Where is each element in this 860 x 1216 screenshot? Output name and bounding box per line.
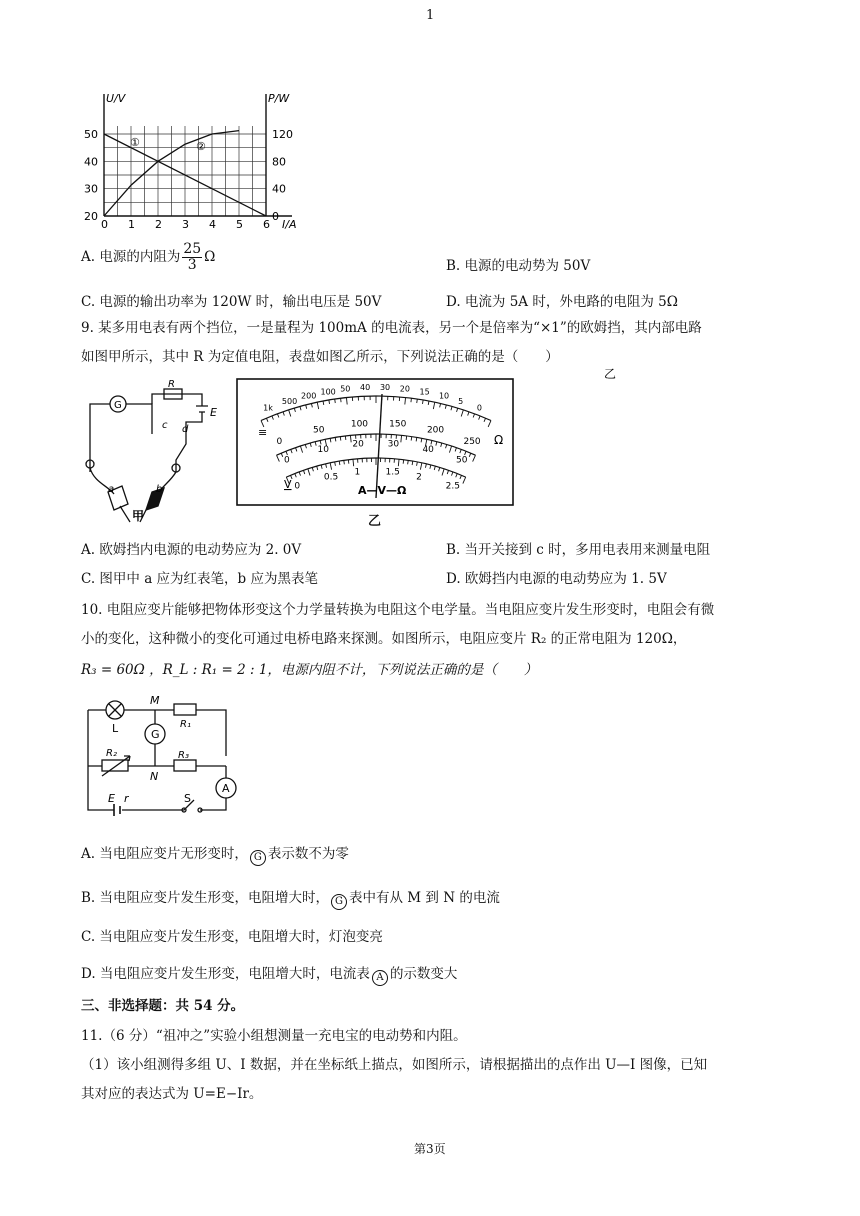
dial-tick [308, 469, 310, 476]
mid-scale-label: 50 [313, 425, 325, 436]
q9-option-d: D. 欧姆挡内电源的电动势应为 1. 5V [446, 571, 667, 587]
dial-tick [286, 451, 287, 455]
series-1-label: ① [130, 136, 140, 149]
dial-tick [350, 435, 351, 442]
fig-e-label: E [210, 406, 217, 419]
low-scale-label: 0.5 [323, 472, 339, 483]
dial-tick [353, 459, 354, 466]
dial-tick [425, 464, 426, 468]
dial-tick [339, 461, 340, 465]
y-right-tick-label: 120 [272, 128, 293, 141]
dial-tick [315, 442, 316, 446]
q10-option-b: B. 当电阻应变片发生形变，电阻增大时， G 表中有从 M 到 N 的电流 [81, 886, 500, 910]
dial-tick [488, 421, 491, 427]
ohm-scale-label: 30 [379, 383, 391, 393]
dial-tick [335, 399, 336, 403]
y-left-tick-label: 30 [84, 182, 98, 196]
galvanometer-icon: G [331, 894, 347, 910]
q10-text-line3: R₃ = 60Ω ，R_L : R₁ = 2 : 1，电源内阻不计，下列说法正确的是（ ） [81, 662, 538, 678]
mid-scale-label: 150 [389, 419, 407, 430]
mid-scale-label: 100 [350, 419, 369, 430]
dial-tick [401, 435, 402, 442]
dial-tick [330, 438, 331, 442]
dial-tick [411, 437, 412, 441]
mid2-scale-label: 20 [352, 439, 364, 450]
ohm-scale-label: 100 [320, 387, 336, 397]
dial-tick [341, 398, 342, 402]
low-scale-label: 1 [354, 467, 361, 478]
x-tick-label: 3 [182, 218, 189, 231]
ohm-scale-label: 50 [340, 384, 351, 394]
mid2-scale-label: 10 [317, 445, 330, 456]
dial-tick [451, 406, 452, 410]
circuit-r1-label: R₁ [180, 719, 191, 730]
y-right-tick-label: 0 [272, 210, 279, 223]
q9-option-a: A. 欧姆挡内电源的电动势应为 2. 0V [81, 542, 302, 558]
y-left-tick-label: 20 [84, 210, 98, 223]
figure-yi-caption: 乙 [368, 514, 382, 529]
fig-c-label: c [162, 420, 168, 431]
fig-r-label: R [168, 379, 175, 390]
dial-tick [428, 401, 429, 405]
circuit-s-label: S [184, 792, 191, 805]
dial-tick [326, 464, 327, 468]
mid-scale-label: 200 [426, 425, 445, 436]
dial-tick [317, 402, 318, 409]
dial-tick [329, 400, 330, 404]
x-tick-label: 5 [236, 218, 243, 231]
ohm-scale-label: 0 [476, 403, 482, 413]
dial-tick [299, 472, 300, 476]
section-heading: 三、非选择题：共 54 分。 [81, 998, 245, 1014]
ohm-scale-label: 20 [399, 384, 410, 394]
mid2-scale-label: 0 [283, 455, 290, 466]
dial-tick [295, 474, 296, 478]
ohm-scale-label: 15 [419, 387, 430, 397]
fig-d-label: d [182, 424, 189, 435]
fig-b-label: b [156, 484, 163, 495]
circuit-r2-label: R₂ [106, 748, 117, 759]
dial-tick [455, 448, 456, 452]
dial-tick [335, 437, 336, 441]
dial-tick [296, 448, 297, 452]
ohm-scale-label: 1k [263, 403, 273, 413]
dial-tick [411, 398, 412, 402]
x-axis-label: I/A [282, 218, 297, 231]
dial-tick [289, 410, 291, 417]
dial-tick [281, 453, 283, 457]
low-scale-label: 2 [416, 472, 422, 483]
dial-tick [445, 405, 446, 409]
dial-tick [348, 460, 349, 464]
circuit-e-label: E [108, 792, 115, 805]
dial-tick [439, 467, 440, 471]
dial-v-label: V [284, 478, 292, 491]
fig-g-label: G [114, 400, 122, 411]
dial-tick [449, 446, 451, 453]
dial-tick [422, 400, 423, 404]
dial-tick [417, 399, 418, 403]
dial-tick [405, 398, 406, 405]
page-number: 1 [426, 8, 435, 23]
dial-tick [320, 440, 321, 444]
dial-tick [291, 449, 292, 453]
ohm-scale-label: 10 [438, 391, 450, 401]
q10-text-line2: 小的变化，这种微小的变化可通过电桥电路来探测。如图所示，电阻应变片 R₂ 的正常电阻为 120Ω， [81, 631, 687, 647]
dial-tick [440, 403, 441, 407]
dial-tick [484, 418, 486, 422]
dial-tick [442, 469, 444, 476]
dial-tick [277, 455, 280, 461]
dial-tick [417, 462, 418, 466]
dial-tick [479, 416, 480, 420]
ammeter-icon: A [372, 970, 388, 986]
q8-option-a: A. 电源的内阻为 $\frac{25}{3}$ Ω [81, 241, 216, 273]
dial-tick [456, 474, 457, 478]
dial-tick [306, 405, 307, 409]
dial-tick [344, 460, 345, 464]
y-right-tick-label: 80 [272, 155, 286, 169]
dial-tick [441, 443, 442, 447]
dial-tick [340, 437, 341, 441]
circuit-n-label: N [150, 770, 159, 783]
dial-tick [303, 470, 304, 474]
y-left-tick-label: 50 [84, 128, 98, 141]
q10-option-a: A. 当电阻应变片无形变时， G 表示数不为零 [81, 842, 349, 866]
y-right-label: P/W [268, 92, 290, 105]
dial-needle [376, 394, 382, 498]
dial-tick [465, 451, 466, 455]
q8-option-c: C. 电源的输出功率为 120W 时，输出电压是 50V [81, 294, 382, 310]
q10-text-line1: 10. 电阻应变片能够把物体形变这个力学量转换为电阻这个电学量。当电阻应变片发生形变时，电阻会有微 [81, 602, 715, 618]
dial-tick [317, 466, 318, 470]
ohm-scale-label: 200 [301, 391, 317, 401]
dial-tick [469, 453, 471, 457]
circuit-r-label: r [124, 792, 129, 805]
y-left-label: U/V [106, 92, 126, 105]
dial-tick [345, 436, 346, 440]
dial-tick [451, 472, 452, 476]
y-right-tick-label: 40 [272, 182, 286, 196]
x-tick-label: 2 [155, 218, 162, 231]
mid-scale-label: 250 [463, 436, 481, 447]
dial-tick [408, 460, 409, 464]
dial-tick [412, 461, 413, 465]
q10-option-d: D. 当电阻应变片发生形变，电阻增大时，电流表 A 的示数变大 [81, 962, 457, 986]
dial-tick [460, 475, 462, 479]
dial-tick [447, 470, 448, 474]
u-p-i-chart [78, 88, 308, 238]
page-footer: 第3页 [414, 1142, 446, 1156]
dial-tick [473, 455, 476, 461]
dial-tick [312, 467, 313, 471]
chart-axes [104, 94, 292, 216]
dial-tick [335, 462, 336, 466]
dial-tick [436, 442, 437, 446]
fraction: $\frac{25}{3}$ [183, 241, 202, 273]
q9-text-line1: 9. 某多用电表有两个挡位，一是量程为 100mA 的电流表，另一个是倍率为“×1”的欧姆挡，其内部电路 [81, 320, 702, 336]
dial-tick [323, 401, 324, 405]
circuit-g-label: G [151, 728, 160, 741]
dial-tick [457, 408, 458, 412]
dial-tick [398, 459, 399, 466]
dial-tick [403, 460, 404, 464]
dial-bottom-label: A—V—Ω [358, 484, 407, 497]
dial-tick [310, 443, 311, 447]
q11-sub1-line1: （1）该小组测得多组 U、I 数据，并在坐标纸上描点，如图所示，请根据描出的点作出 U—I 图像，已知 [81, 1057, 708, 1073]
dial-tick [446, 444, 447, 448]
dial-tick [461, 410, 463, 417]
dial-tick [277, 414, 278, 418]
dial-omega-label: Ω [494, 433, 504, 447]
dial-tick [300, 406, 301, 410]
dial-tick [266, 418, 268, 422]
low-scale-label: 0 [294, 481, 301, 492]
mid-scale-label: 0 [276, 436, 283, 447]
q8-option-d: D. 电流为 5A 时，外电路的电阻为 5Ω [446, 294, 678, 310]
dial-tick [431, 440, 432, 444]
ohm-scale-label: 40 [360, 383, 371, 393]
x-tick-label: 6 [263, 218, 270, 231]
dial-tick [421, 438, 422, 442]
dial-tick [283, 412, 284, 416]
mid2-scale-label: 40 [422, 445, 434, 456]
circuit-m-label: M [150, 694, 160, 707]
dial-tick [272, 416, 273, 420]
mid2-scale-label: 30 [387, 439, 400, 450]
bridge-circuit-figure [80, 690, 250, 820]
q9-text-line2: 如图甲所示，其中 R 为定值电阻，表盘如图乙所示，下列说法正确的是（ ） [81, 349, 559, 365]
q8-option-b: B. 电源的电动势为 50V [446, 258, 591, 274]
dial-tick [473, 414, 474, 418]
dial-tick [430, 465, 431, 469]
dial-tick [321, 465, 322, 469]
mid2-scale-label: 50 [456, 455, 468, 466]
series-2-label: ② [196, 140, 206, 153]
dial-end-label: ≡ [258, 426, 268, 439]
circuit-a-label: A [222, 782, 230, 795]
circuit-l-label: L [112, 722, 119, 735]
ohm-scale-label: 5 [458, 396, 464, 406]
galvanometer-icon: G [250, 850, 266, 866]
dial-tick [346, 398, 347, 405]
ohm-scale-label: 500 [281, 396, 298, 406]
q11-sub1-line2: 其对应的表达式为 U=E−Ir。 [81, 1086, 263, 1102]
multimeter-dial-figure [236, 367, 617, 518]
dial-tick [305, 444, 306, 448]
low-scale-label: 2.5 [445, 481, 460, 492]
dial-tick [311, 403, 312, 407]
dial-tick [294, 408, 295, 412]
multimeter-circuit-figure [80, 379, 230, 524]
dial-tick [434, 466, 435, 470]
circuit-r3-label: R₃ [178, 750, 189, 761]
dial-tick [463, 477, 466, 483]
q9-option-b: B. 当开关接到 c 时，多用电表用来测量电阻 [446, 542, 711, 558]
q10-option-c: C. 当电阻应变片发生形变，电阻增大时，灯泡变亮 [81, 929, 383, 945]
figure-yi-label: 乙 [604, 367, 617, 381]
x-tick-label: 0 [101, 218, 108, 231]
dial-tick [468, 412, 469, 416]
chart-grid [104, 126, 266, 216]
dial-tick [416, 437, 417, 441]
q11-text: 11.（6 分）“祖冲之”实验小组想测量一充电宝的电动势和内阻。 [81, 1028, 467, 1044]
q9-option-c: C. 图甲中 a 应为红表笔，b 应为黑表笔 [81, 571, 318, 587]
dial-tick [460, 449, 461, 453]
low-scale-label: 1.5 [385, 467, 400, 478]
dial-tick [330, 463, 331, 470]
dial-tick [300, 446, 302, 453]
x-tick-label: 1 [128, 218, 135, 231]
fig-a-label: a [108, 484, 115, 495]
dial-tick [433, 402, 434, 409]
x-tick-label: 4 [209, 218, 216, 231]
figure-jia-label: 甲 [132, 509, 145, 523]
y-left-tick-label: 40 [84, 155, 98, 169]
dial-tick [420, 463, 421, 470]
dial-tick [406, 436, 407, 440]
